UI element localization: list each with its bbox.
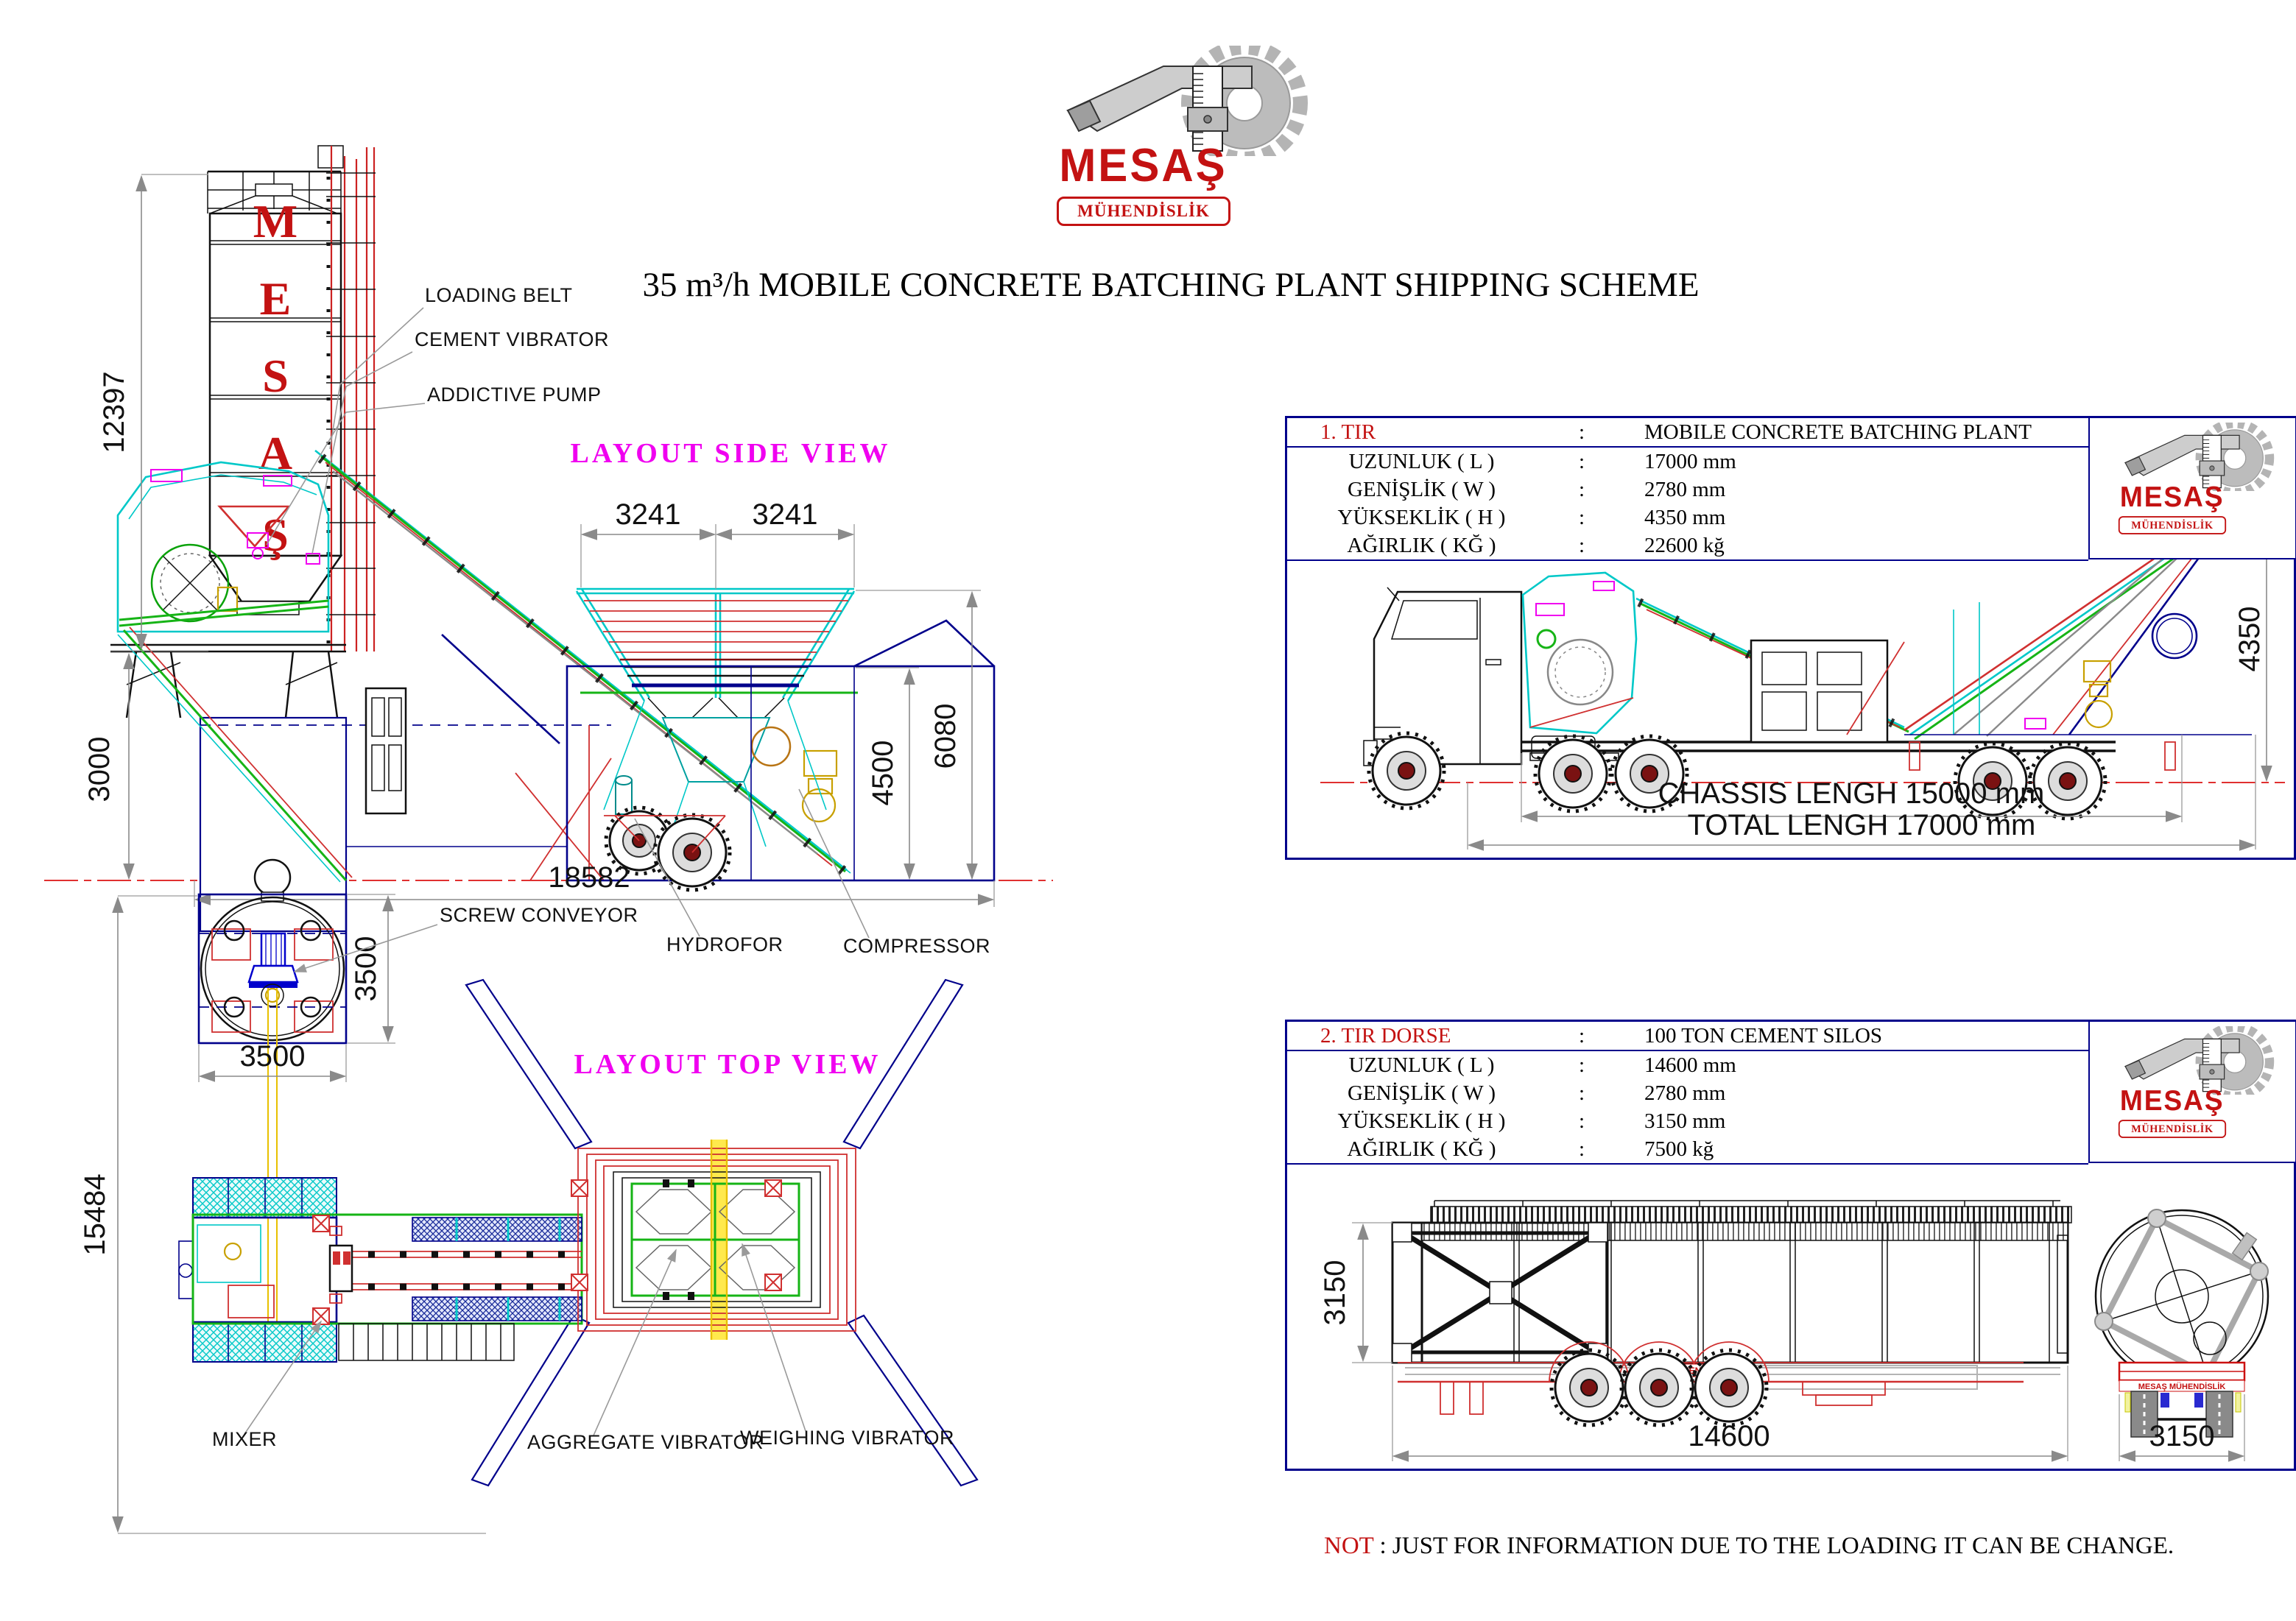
- spec-row: [1287, 1135, 2088, 1165]
- mixer-top-view: [330, 1226, 352, 1303]
- company-logo: [1027, 46, 1322, 230]
- spec-value: 4350 mm: [1644, 505, 1726, 529]
- spec-label: 1. TIR: [1320, 420, 1376, 444]
- side-view-title: LAYOUT SIDE VIEW: [570, 438, 891, 469]
- spec-value: MOBILE CONCRETE BATCHING PLANT: [1644, 420, 2032, 444]
- spec-label: YÜKSEKLİK ( H ): [1337, 505, 1506, 529]
- dim-plant-width: 15484: [79, 1173, 111, 1256]
- weighing-vibrator-box: [765, 1180, 781, 1196]
- silo-letter: S: [262, 350, 289, 402]
- silo-letter: E: [259, 272, 292, 325]
- logo-subtitle-box: [2119, 1120, 2226, 1138]
- dim-total-length: 18582: [548, 861, 630, 894]
- spec-label: 2. TIR DORSE: [1320, 1023, 1451, 1048]
- dim-silo-width: 3500: [239, 1040, 306, 1073]
- panel-logo-cell: [2088, 418, 2295, 559]
- footer-note: [1324, 1533, 2174, 1560]
- spec-value: 7500 kğ: [1644, 1137, 1714, 1161]
- spec-row: [1287, 1051, 2088, 1081]
- label-weighing-vibrator: WEIGHING VIBRATOR: [740, 1427, 955, 1449]
- panel-logo-cell: [2088, 1022, 2295, 1163]
- dim-hopper-left: 3241: [615, 498, 681, 531]
- screw-conveyor-motor: [249, 933, 297, 988]
- dim-total-height: 12397: [98, 371, 130, 453]
- spec-value: 2780 mm: [1644, 477, 1726, 501]
- logo-wordmark: MESAŞ: [1059, 139, 1228, 191]
- hydrofor-device: [616, 776, 632, 814]
- spec-colon: :: [1578, 505, 1585, 529]
- spec-value: 17000 mm: [1644, 449, 1736, 473]
- vibrator-box: [571, 1274, 588, 1290]
- sheet-title: 35 m³/h MOBILE CONCRETE BATCHING PLANT SHIPPING SCHEME: [642, 266, 1700, 304]
- aggregate-hopper-top-view: [571, 1140, 856, 1340]
- spec-row: [1287, 504, 2088, 533]
- top-view-title: LAYOUT TOP VIEW: [574, 1049, 881, 1080]
- dim-base-height: 3000: [83, 736, 116, 802]
- dim-total-length: TOTAL LENGH 17000 mm: [1687, 809, 2036, 841]
- logo-subtitle-box: [1057, 197, 1230, 226]
- dim-inner-height: 4500: [867, 740, 899, 806]
- dim-outer-height: 6080: [929, 703, 962, 769]
- spec-value: 2780 mm: [1644, 1081, 1726, 1105]
- spec-colon: :: [1578, 1023, 1585, 1048]
- logo-subtitle-box: [2119, 516, 2226, 534]
- vibrator-box: [313, 1215, 329, 1232]
- label-mixer: MIXER: [212, 1428, 278, 1450]
- spec-colon: :: [1578, 420, 1585, 444]
- dim-silo-height: 3500: [350, 936, 382, 1002]
- spec-colon: :: [1578, 1081, 1585, 1105]
- stairs-top-view: [339, 1324, 514, 1360]
- label-loading-belt: LOADING BELT: [425, 284, 573, 306]
- spec-row: [1287, 448, 2088, 477]
- silo-letter: Ş: [262, 509, 289, 561]
- spec-value: 14600 mm: [1644, 1053, 1736, 1077]
- company-logo: [2100, 1026, 2283, 1140]
- label-compressor: COMPRESSOR: [843, 935, 991, 957]
- silo-letter: M: [253, 195, 298, 247]
- spec-row: [1287, 1079, 2088, 1109]
- control-cabinet: [366, 688, 406, 813]
- cement-silo-side-view: [208, 172, 341, 615]
- label-screw-conveyor: SCREW CONVEYOR: [440, 904, 638, 926]
- logo-subtitle: MÜHENDİSLİK: [1077, 202, 1210, 220]
- truck-panel: [1285, 416, 2296, 860]
- aggregate-vibrator-box: [571, 1180, 588, 1196]
- dim-chassis-length: CHASSIS LENGH 15000 mm: [1658, 777, 2045, 810]
- spec-value: 100 TON CEMENT SILOS: [1644, 1023, 1883, 1048]
- company-logo: [2100, 423, 2283, 537]
- dim-trailer-height: 3150: [1319, 1260, 1351, 1326]
- dim-hopper-right: 3241: [752, 498, 818, 531]
- vibrator-box: [765, 1274, 781, 1290]
- spec-label: GENİŞLİK ( W ): [1347, 477, 1496, 501]
- label-hydrofor: HYDROFOR: [666, 933, 783, 956]
- spec-row-title: [1287, 1022, 2088, 1051]
- note-label: NOT: [1324, 1533, 1374, 1559]
- spec-label: YÜKSEKLİK ( H ): [1337, 1109, 1506, 1133]
- label-cement-vibrator: CEMENT VIBRATOR: [415, 328, 610, 350]
- spec-colon: :: [1578, 1137, 1585, 1161]
- loaded-mixer-tower: [1523, 573, 1636, 733]
- loaded-cabinet: [1751, 640, 1887, 742]
- spec-row: [1287, 1107, 2088, 1137]
- dim-rear-width: 3150: [2149, 1420, 2215, 1452]
- spec-row: [1287, 531, 2088, 561]
- spec-colon: :: [1578, 449, 1585, 473]
- spec-value: 3150 mm: [1644, 1109, 1726, 1133]
- spec-colon: :: [1578, 477, 1585, 501]
- spec-label: UZUNLUK ( L ): [1348, 449, 1495, 473]
- truck-wheel: [1535, 736, 1610, 811]
- spec-label: UZUNLUK ( L ): [1348, 1053, 1495, 1077]
- label-addictive-pump: ADDICTIVE PUMP: [427, 384, 602, 406]
- label-aggregate-vibrator: AGGREGATE VIBRATOR: [527, 1431, 764, 1453]
- compressor-device: [803, 751, 837, 822]
- logo-wordmark: MESAŞ: [2119, 480, 2225, 513]
- silo-rear-view: [2095, 1209, 2268, 1437]
- spec-value: 22600 kğ: [1644, 533, 1725, 557]
- spec-label: AĞIRLIK ( KĞ ): [1347, 1137, 1496, 1161]
- silo-ladder-pipes: [318, 146, 376, 651]
- note-text: : JUST FOR INFORMATION DUE TO THE LOADING IT CAN BE CHANGE.: [1373, 1533, 2174, 1559]
- dim-trailer-length: 14600: [1688, 1420, 1770, 1452]
- spec-colon: :: [1578, 533, 1585, 557]
- spec-row: [1287, 476, 2088, 505]
- logo-subtitle: MÜHENDİSLİK: [2131, 519, 2214, 531]
- spec-row-title: [1287, 418, 2088, 448]
- spec-colon: :: [1578, 1109, 1585, 1133]
- spec-label: GENİŞLİK ( W ): [1347, 1081, 1496, 1105]
- logo-wordmark: MESAŞ: [2119, 1084, 2225, 1117]
- trailer-panel: [1285, 1020, 2296, 1471]
- logo-subtitle: MÜHENDİSLİK: [2131, 1123, 2214, 1134]
- rear-brand-plate: MESAŞ MÜHENDİSLİK: [2138, 1382, 2226, 1391]
- support-struts: [515, 725, 611, 880]
- dim-truck-height: 4350: [2233, 606, 2266, 672]
- plant-top-view: [179, 1178, 582, 1362]
- spec-colon: :: [1578, 1053, 1585, 1077]
- silo-letter: A: [258, 427, 293, 479]
- spec-label: AĞIRLIK ( KĞ ): [1347, 533, 1496, 557]
